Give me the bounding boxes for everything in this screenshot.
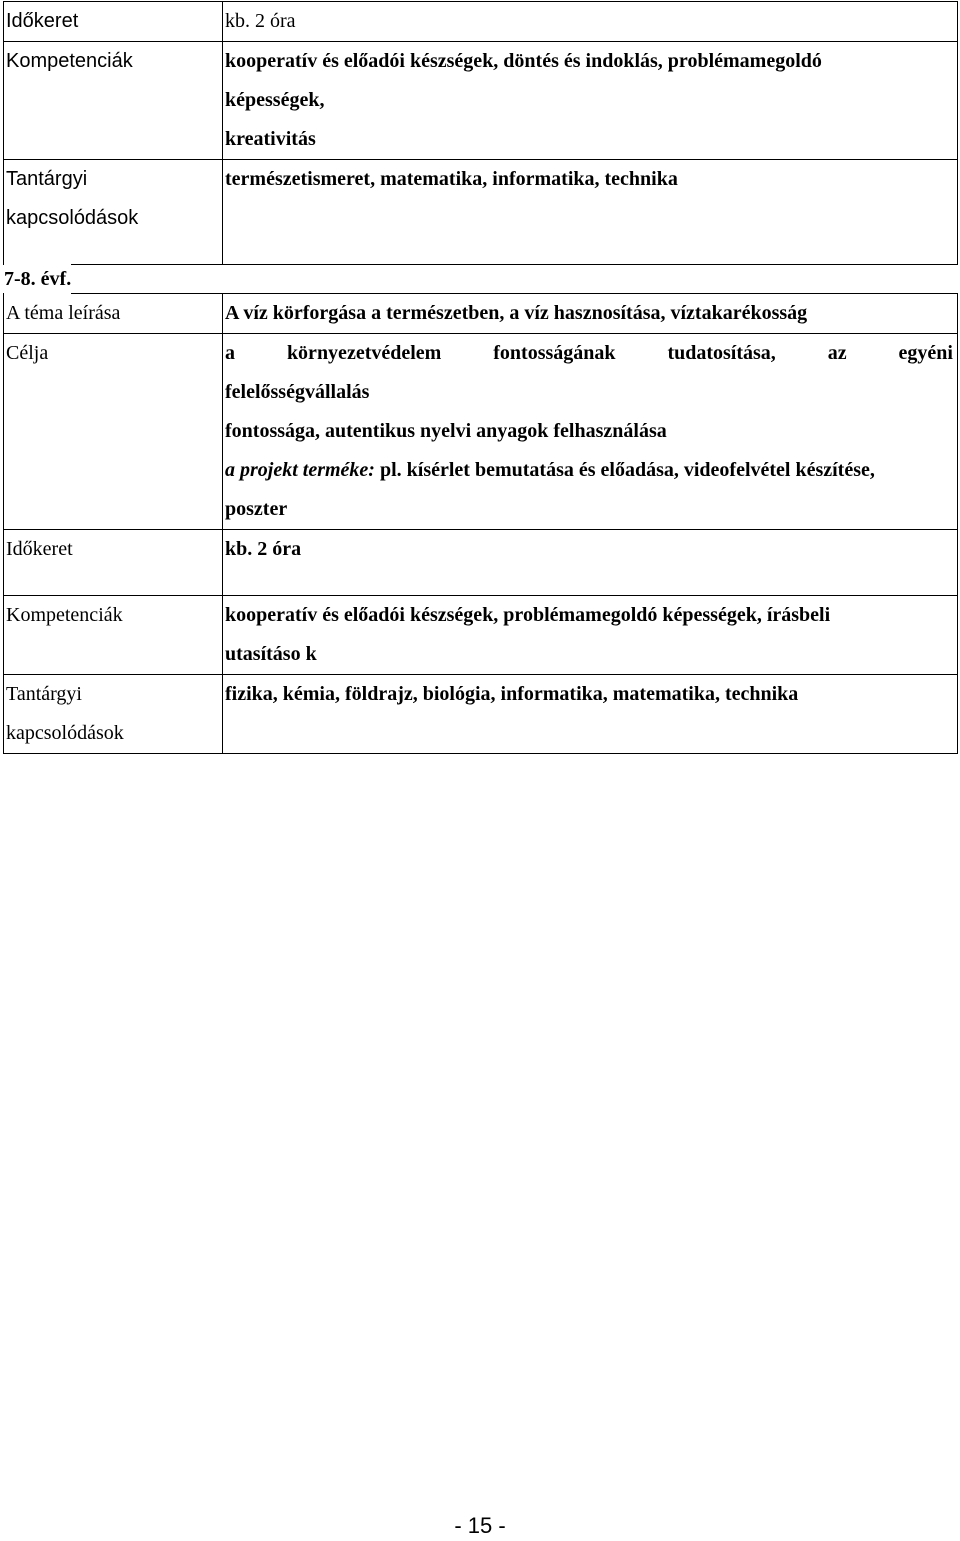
table-row (4, 2, 958, 42)
row-value-timeframe: kb. 2 óra (223, 530, 958, 596)
row-value-competences (223, 596, 958, 675)
competences-line: utasításo k (225, 643, 317, 665)
row-value-topic: A víz körforgása a természetben, a víz hasznosítása, víztakarékosság (223, 294, 958, 334)
competences-line: kreativitás (225, 128, 316, 150)
row-value-timeframe: kb. 2 óra (223, 2, 958, 42)
row-label-competences: Kompetenciák (4, 42, 223, 160)
row-label-timeframe (4, 530, 223, 596)
competences-line: kooperatív és előadói készségek, problémamegoldó képességek, írásbeli (225, 604, 831, 626)
row-value-competences (223, 42, 958, 160)
table-row (4, 42, 958, 160)
grade-heading: 7-8. évf. (4, 260, 71, 299)
table-row (4, 675, 958, 754)
row-label-subject-links (4, 675, 223, 754)
project-table-1 (3, 1, 958, 265)
goal-line: fontossága, autentikus nyelvi anyagok felhasználása (225, 420, 667, 442)
label-line: Tantárgyi (6, 168, 88, 190)
page-number: - 15 - (454, 1513, 506, 1538)
label-line: kapcsolódások (6, 207, 139, 229)
row-value-goal (223, 334, 958, 530)
table-row (4, 530, 958, 596)
row-label-timeframe: Időkeret (4, 2, 223, 42)
row-value-subject-links: természetismeret, matematika, informatika, technika (223, 160, 958, 265)
row-label-subject-links (4, 160, 223, 265)
table-row (4, 596, 958, 675)
row-label-goal: Célja (4, 334, 223, 530)
table-row (4, 294, 958, 334)
product-text: pl. kísérlet bemutatása és előadása, videofelvétel készítése, (374, 459, 875, 481)
label-line: Tantárgyi (6, 683, 82, 705)
row-label-topic: A téma leírása (4, 294, 223, 334)
product-line (225, 451, 953, 490)
spacer (6, 569, 222, 595)
product-line: poszter (225, 498, 288, 520)
table-row (4, 334, 958, 530)
competences-line: képességek, (225, 89, 325, 111)
label-line: kapcsolódások (6, 722, 124, 744)
product-label: a projekt terméke: (225, 459, 375, 481)
competences-line: kooperatív és előadói készségek, döntés és indoklás, problémamegoldó (225, 50, 822, 72)
project-table-2 (3, 293, 958, 754)
table-row (4, 160, 958, 265)
row-label-competences: Kompetenciák (4, 596, 223, 675)
goal-line: a környezetvédelem fontosságának tudatosítása, az egyéni (225, 342, 953, 364)
row-value-subject-links: fizika, kémia, földrajz, biológia, informatika, matematika, technika (223, 675, 958, 754)
goal-line: felelősségvállalás (225, 381, 370, 403)
label-line: Időkeret (6, 538, 73, 560)
